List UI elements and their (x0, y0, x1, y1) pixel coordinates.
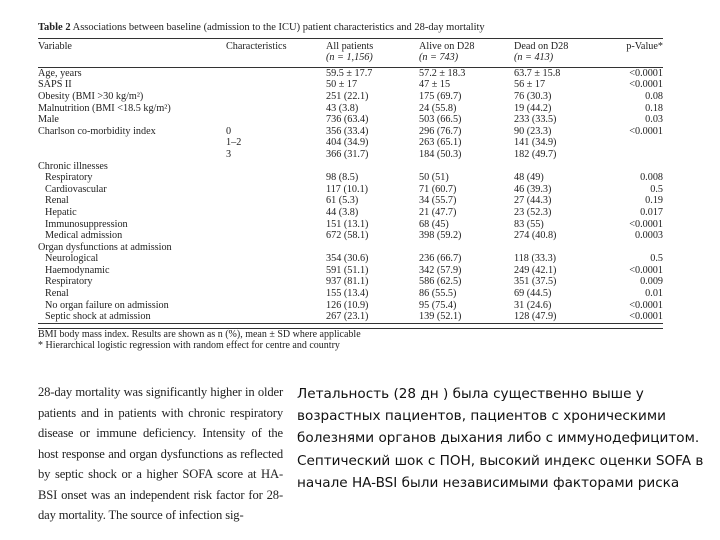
cell-variable: Organ dysfunctions at admission (38, 241, 172, 253)
cell-all-patients: 404 (34.9) (326, 137, 369, 149)
cell-all-patients: 98 (8.5) (326, 172, 359, 184)
cell-characteristic (226, 195, 326, 207)
cell-alive: 263 (65.1) (419, 137, 462, 149)
cell-all-patients: 155 (13.4) (326, 288, 369, 300)
cell-pvalue: <0.0001 (629, 218, 663, 230)
cell-alive: 586 (62.5) (419, 276, 462, 288)
cell-pvalue: 0.5 (650, 253, 663, 265)
header-all-n: (n = 1,156) (326, 52, 373, 64)
cell-all-patients: 736 (63.4) (326, 114, 369, 126)
table-row (38, 67, 663, 79)
cell-characteristic (226, 114, 326, 126)
cell-characteristic: 3 (226, 148, 232, 160)
cell-characteristic (226, 207, 326, 219)
cell-dead: 128 (47.9) (514, 311, 557, 323)
cell-pvalue: 0.03 (645, 114, 663, 126)
table-group-row (38, 242, 663, 254)
cell-characteristic (226, 161, 326, 173)
cell-dead: 233 (33.5) (514, 114, 557, 126)
header-characteristics: Characteristics (226, 40, 287, 52)
cell-variable: No organ failure on admission (45, 299, 169, 311)
cell-characteristic (226, 253, 326, 265)
cell-dead: 351 (37.5) (514, 276, 557, 288)
cell-all-patients: 61 (5.3) (326, 195, 359, 207)
table-row (38, 276, 663, 288)
cell-alive: 68 (45) (419, 218, 449, 230)
table-header-row (38, 38, 663, 67)
cell-alive: 34 (55.7) (419, 195, 457, 207)
cell-dead: 46 (39.3) (514, 183, 552, 195)
header-dead (514, 38, 609, 67)
header-pvalue: p-Value* (626, 40, 663, 52)
cell-variable: Renal (45, 195, 69, 207)
cell-variable: Medical admission (45, 230, 123, 242)
header-all-label: All patients (326, 40, 374, 52)
cell-all-patients: 354 (30.6) (326, 253, 369, 265)
cell-dead (514, 242, 609, 254)
cell-dead: 27 (44.3) (514, 195, 552, 207)
table-row (38, 172, 663, 184)
cell-pvalue: <0.0001 (629, 125, 663, 137)
table-row (38, 265, 663, 277)
cell-pvalue: 0.08 (645, 90, 663, 102)
table-row (38, 137, 663, 149)
cell-dead (514, 161, 609, 173)
cell-pvalue: 0.01 (645, 288, 663, 300)
cell-alive: 24 (55.8) (419, 102, 457, 114)
cell-all-patients (326, 242, 419, 254)
cell-characteristic (226, 242, 326, 254)
cell-alive: 398 (59.2) (419, 230, 462, 242)
cell-variable: Age, years (38, 67, 82, 79)
cell-all-patients: 44 (3.8) (326, 206, 359, 218)
cell-variable: Malnutrition (BMI <18.5 kg/m²) (38, 102, 171, 114)
header-dead-label: Dead on D28 (514, 40, 569, 52)
cell-all-patients: 672 (58.1) (326, 230, 369, 242)
cell-alive: 184 (50.3) (419, 148, 462, 160)
cell-pvalue (609, 161, 663, 173)
associations-table (38, 38, 663, 324)
table-row (38, 184, 663, 196)
cell-variable: Obesity (BMI >30 kg/m²) (38, 90, 144, 102)
table-caption (38, 22, 663, 34)
cell-pvalue: 0.0003 (634, 230, 663, 242)
cell-characteristic (226, 103, 326, 115)
header-all-patients (326, 38, 419, 67)
cell-characteristic (226, 219, 326, 231)
cell-pvalue (609, 137, 663, 149)
cell-variable (38, 149, 226, 161)
cell-pvalue (609, 149, 663, 161)
cell-variable: Neurological (45, 253, 99, 265)
cell-variable: Septic shock at admission (45, 311, 151, 323)
cell-dead: 69 (44.5) (514, 288, 552, 300)
cell-pvalue: <0.0001 (629, 311, 663, 323)
cell-pvalue: 0.19 (645, 195, 663, 207)
table-row (38, 79, 663, 91)
cell-characteristic (226, 79, 326, 91)
cell-pvalue: 0.017 (640, 206, 663, 218)
table-caption-text: Associations between baseline (admission to the ICU) patient characteristics and 28-day mortality (72, 22, 485, 33)
cell-alive: 95 (75.4) (419, 299, 457, 311)
cell-all-patients: 356 (33.4) (326, 125, 369, 137)
russian-summary: Летальность (28 дн ) была существенно выше у возрастных пациентов, пациентов с хроническими болезнями органов дыхания либо с иммунодефицитом. Септический шок с ПОН, высокий индекс оценки SOFA в начале HA-BSI были независимыми факторами риска (297, 386, 704, 491)
cell-alive: 296 (76.7) (419, 125, 462, 137)
cell-alive: 50 (51) (419, 172, 449, 184)
cell-pvalue: 0.008 (640, 172, 663, 184)
cell-pvalue: 0.5 (650, 183, 663, 195)
cell-variable: SAPS II (38, 79, 72, 91)
cell-dead: 83 (55) (514, 218, 544, 230)
header-alive-label: Alive on D28 (419, 40, 475, 52)
table-footnotes (38, 328, 663, 352)
cell-alive: 139 (52.1) (419, 311, 462, 323)
mortality-table-block (38, 22, 663, 352)
cell-all-patients: 117 (10.1) (326, 183, 369, 195)
cell-pvalue: 0.009 (640, 276, 663, 288)
cell-alive: 21 (47.7) (419, 206, 457, 218)
table-row (38, 114, 663, 126)
cell-variable: Hepatic (45, 206, 77, 218)
cell-characteristic (226, 230, 326, 242)
cell-variable: Chronic illnesses (38, 160, 108, 172)
cell-variable: Respiratory (45, 172, 93, 184)
cell-variable: Cardiovascular (45, 183, 107, 195)
table-row (38, 91, 663, 103)
cell-alive: 342 (57.9) (419, 264, 462, 276)
footnote-regression: * Hierarchical logistic regression with random effect for centre and country (38, 340, 340, 352)
table-row (38, 126, 663, 138)
cell-alive: 503 (66.5) (419, 114, 462, 126)
cell-all-patients: 151 (13.1) (326, 218, 369, 230)
cell-characteristic (226, 91, 326, 103)
cell-variable: Respiratory (45, 276, 93, 288)
cell-pvalue: 0.18 (645, 102, 663, 114)
cell-dead: 56 ± 17 (514, 79, 546, 91)
cell-alive: 47 ± 15 (419, 79, 451, 91)
cell-dead: 182 (49.7) (514, 148, 557, 160)
cell-pvalue (609, 242, 663, 254)
table-caption-label: Table 2 (38, 22, 71, 33)
cell-characteristic (226, 265, 326, 277)
cell-all-patients: 267 (23.1) (326, 311, 369, 323)
cell-alive: 175 (69.7) (419, 90, 462, 102)
cell-dead: 23 (52.3) (514, 206, 552, 218)
cell-variable: Charlson co-morbidity index (38, 125, 156, 137)
cell-all-patients: 126 (10.9) (326, 299, 369, 311)
cell-dead: 274 (40.8) (514, 230, 557, 242)
cell-dead: 31 (24.6) (514, 299, 552, 311)
cell-alive (419, 242, 514, 254)
cell-characteristic (226, 288, 326, 300)
table-row (38, 300, 663, 312)
cell-characteristic (226, 311, 326, 323)
cell-all-patients: 591 (51.1) (326, 264, 369, 276)
cell-characteristic (226, 300, 326, 312)
cell-dead: 249 (42.1) (514, 264, 557, 276)
cell-all-patients: 50 ± 17 (326, 79, 358, 91)
cell-all-patients: 366 (31.7) (326, 148, 369, 160)
cell-pvalue: <0.0001 (629, 79, 663, 91)
cell-characteristic (226, 172, 326, 184)
cell-all-patients: 43 (3.8) (326, 102, 359, 114)
cell-variable: Haemodynamic (45, 264, 110, 276)
cell-dead: 118 (33.3) (514, 253, 557, 265)
cell-characteristic: 0 (226, 125, 232, 137)
cell-characteristic (226, 67, 326, 79)
footnote-bmi: BMI body mass index. Results are shown as n (%), mean ± SD where applicable (38, 328, 361, 340)
cell-characteristic (226, 184, 326, 196)
cell-pvalue: <0.0001 (629, 299, 663, 311)
cell-all-patients: 59.5 ± 17.7 (326, 67, 373, 79)
table-row (38, 230, 663, 242)
cell-pvalue: <0.0001 (629, 67, 663, 79)
cell-alive: 86 (55.5) (419, 288, 457, 300)
cell-variable (38, 137, 226, 149)
table-row (38, 195, 663, 207)
header-variable: Variable (38, 40, 72, 52)
cell-dead: 90 (23.3) (514, 125, 552, 137)
header-alive-n: (n = 743) (419, 52, 459, 64)
cell-variable: Renal (45, 288, 69, 300)
table-body (38, 67, 663, 323)
header-alive (419, 38, 514, 67)
table-row (38, 207, 663, 219)
cell-all-patients (326, 161, 419, 173)
cell-all-patients: 937 (81.1) (326, 276, 369, 288)
cell-all-patients: 251 (22.1) (326, 90, 369, 102)
table-row (38, 149, 663, 161)
cell-alive: 71 (60.7) (419, 183, 457, 195)
table-row (38, 103, 663, 115)
table-row (38, 288, 663, 300)
cell-alive: 236 (66.7) (419, 253, 462, 265)
table-row (38, 311, 663, 323)
cell-alive (419, 161, 514, 173)
cell-dead: 63.7 ± 15.8 (514, 67, 561, 79)
cell-dead: 48 (49) (514, 172, 544, 184)
english-excerpt: 28-day mortality was significantly higher in older patients and in patients with chronic respiratory disease or immune deficiency. Intensity of the host response and organ dysfunctions as reflected by septic shock or a higher SOFA score at HA-BSI onset was an independent risk factor for 28-day mortality. The source of infection sig- (38, 385, 283, 522)
cell-characteristic (226, 276, 326, 288)
cell-dead: 76 (30.3) (514, 90, 552, 102)
table-row (38, 253, 663, 265)
cell-alive: 57.2 ± 18.3 (419, 67, 466, 79)
cell-characteristic: 1–2 (226, 137, 242, 149)
cell-pvalue: <0.0001 (629, 264, 663, 276)
cell-variable: Immunosuppression (45, 218, 128, 230)
cell-variable: Male (38, 114, 59, 126)
cell-dead: 19 (44.2) (514, 102, 552, 114)
table-row (38, 219, 663, 231)
cell-dead: 141 (34.9) (514, 137, 557, 149)
header-dead-n: (n = 413) (514, 52, 554, 64)
table-group-row (38, 161, 663, 173)
